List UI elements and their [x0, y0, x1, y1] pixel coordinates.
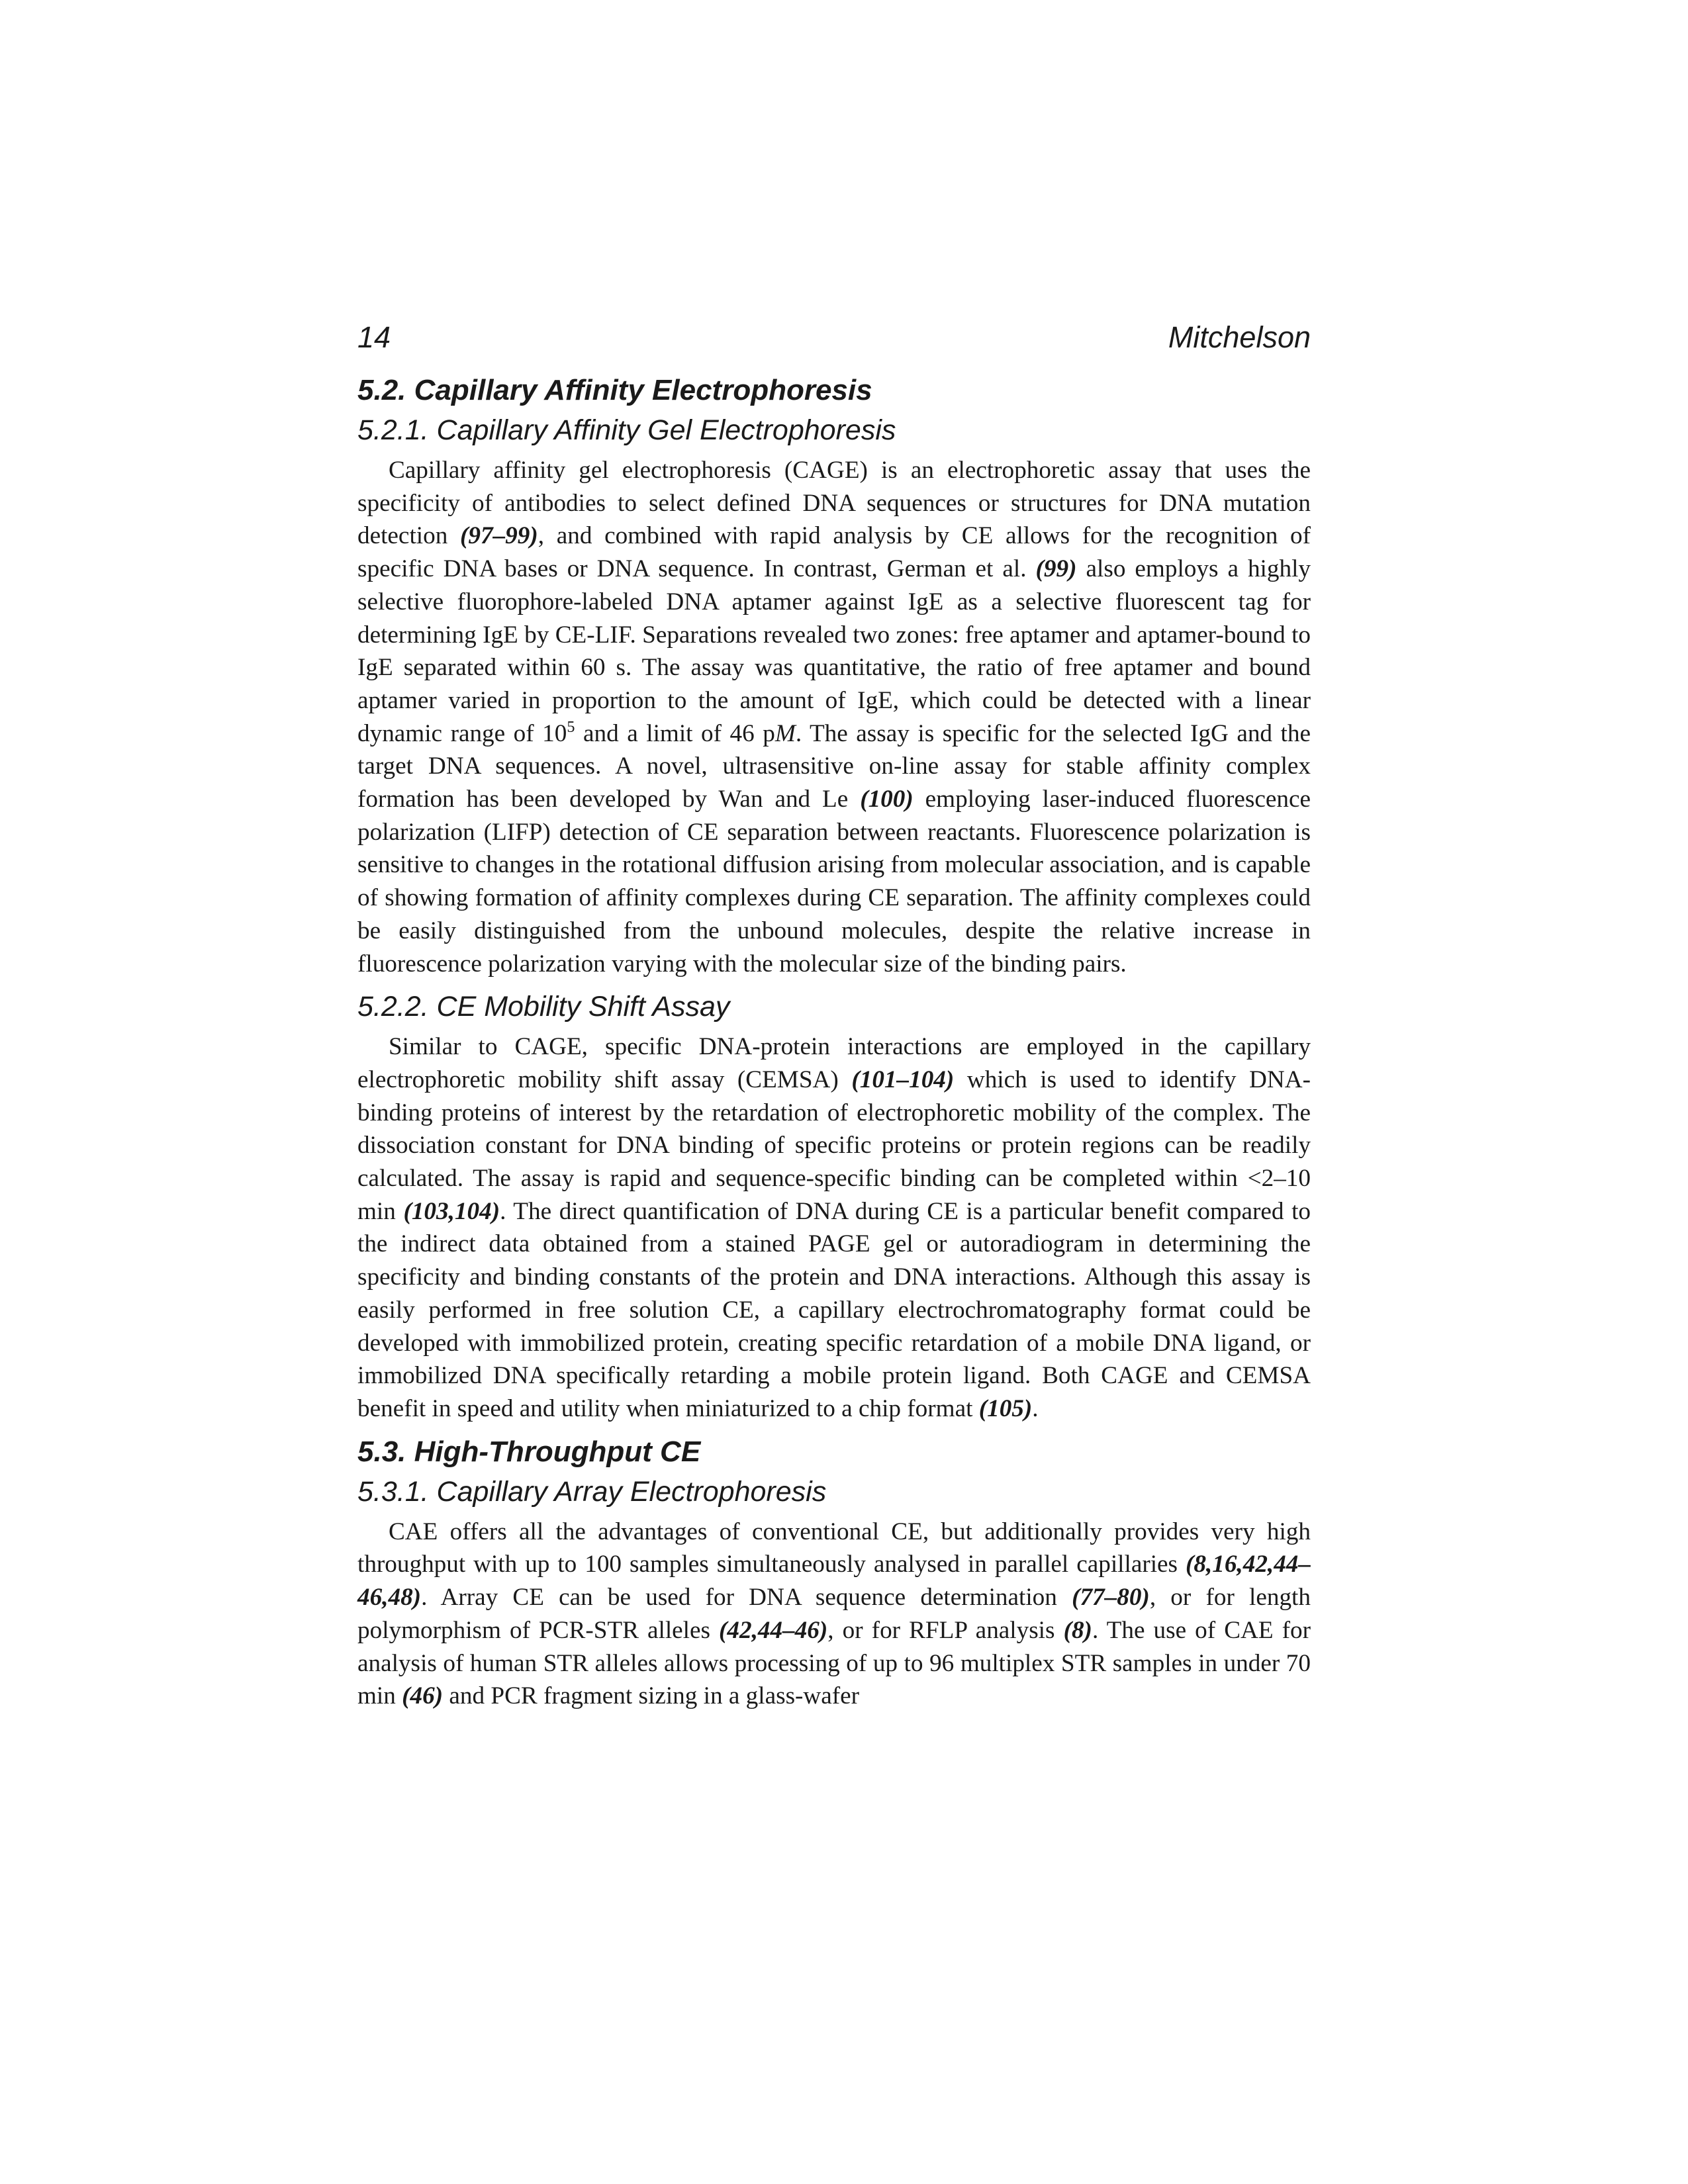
citation: (103,104): [403, 1197, 500, 1225]
paragraph-5-2-2: Similar to CAGE, specific DNA-protein interactions are employed in the capillary electrophoretic mobility shift assay (CEMSA) (101–104) which is used to identify DNA-binding proteins of interest by the retardation of electrophoretic mobility of the complex. The dissociation constant for DNA binding of specific proteins or protein regions can be readily calculated. The assay is rapid and sequence-specific binding can be completed within <2–10 min (103,104). The direct quantification of DNA during CE is a particular benefit compared to the indirect data obtained from a stained PAGE gel or autoradiogram in determining the specificity and binding constants of the protein and DNA interactions. Although this assay is easily performed in free solution CE, a capillary electrochromatography format could be developed with immobilized protein, creating specific retardation of a mobile DNA ligand, or immobilized DNA specifically retarding a mobile protein ligand. Both CAGE and CEMSA benefit in speed and utility when miniaturized to a chip format (105).: [357, 1033, 1311, 1422]
paragraph-5-2-1: Capillary affinity gel electrophoresis (CAGE) is an electrophoretic assay that uses the specificity of antibodies to select defined DNA sequences or structures for DNA mutation detection (97–99), and combined with rapid analysis by CE allows for the recognition of specific DNA bases or DNA sequence. In contrast, German et al. (99) also employs a highly selective fluorophore-labeled DNA aptamer against IgE as a selective fluorescent tag for determining IgE by CE-LIF. Separations revealed two zones: free aptamer and aptamer-bound to IgE separated within 60 s. The assay was quantitative, the ratio of free aptamer and bound aptamer varied in proportion to the amount of IgE, which could be detected with a linear dynamic range of $10^5$ and a limit of 46 pM. The assay is specific for the selected IgG and the target DNA sequences. A novel, ultrasensitive on-line assay for stable affinity complex formation has been developed by Wan and Le (100) employing laser-induced fluorescence polarization (LIFP) detection of CE separation between reactants. Fluorescence polarization is sensitive to changes in the rotational diffusion arising from molecular association, and is capable of showing formation of affinity complexes during CE separation. The affinity complexes could be easily distinguished from the unbound molecules, despite the relative increase in fluorescence polarization varying with the molecular size of the binding pairs.: [357, 457, 1311, 978]
subsection-heading-5-2-1: 5.2.1. Capillary Affinity Gel Electrophoresis: [357, 414, 896, 446]
subsection-heading-5-3-1: 5.3.1. Capillary Array Electrophoresis: [357, 1475, 827, 1508]
citation: (42,44–46): [719, 1616, 828, 1644]
citation: (8,16,42,44–46,48): [357, 1551, 1311, 1612]
subsection-heading-5-2-2: 5.2.2. CE Mobility Shift Assay: [357, 991, 730, 1023]
section-heading-5-2: 5.2. Capillary Affinity Electrophoresis: [357, 374, 872, 406]
citation: (101–104): [851, 1066, 955, 1093]
citation: (100): [860, 786, 914, 813]
page: [357, 318, 1311, 1721]
citation: (77–80): [1072, 1584, 1150, 1612]
citation: (99): [1035, 555, 1077, 583]
paragraph-5-3-1: CAE offers all the advantages of conventional CE, but additionally provides very high throughput with up to 100 samples simultaneously analysed in parallel capillaries (8,16,42,44–46,48). Array CE can be used for DNA sequence determination (77–80), or for length polymorphism of PCR-STR alleles (42,44–46), or for RFLP analysis (8). The use of CAE for analysis of human STR alleles allows processing of up to 96 multiplex STR samples in under 70 min (46) and PCR fragment sizing in a glass-wafer: [357, 1518, 1311, 1710]
citation: (8): [1063, 1616, 1092, 1644]
running-head: [357, 318, 1311, 357]
citation: (97–99): [460, 522, 538, 550]
citation: (46): [402, 1682, 444, 1710]
section-heading-5-3: 5.3. High-Throughput CE: [357, 1435, 701, 1468]
page-number: 14: [357, 320, 391, 354]
running-title: Mitchelson: [1168, 320, 1311, 354]
citation: (105): [978, 1394, 1033, 1422]
